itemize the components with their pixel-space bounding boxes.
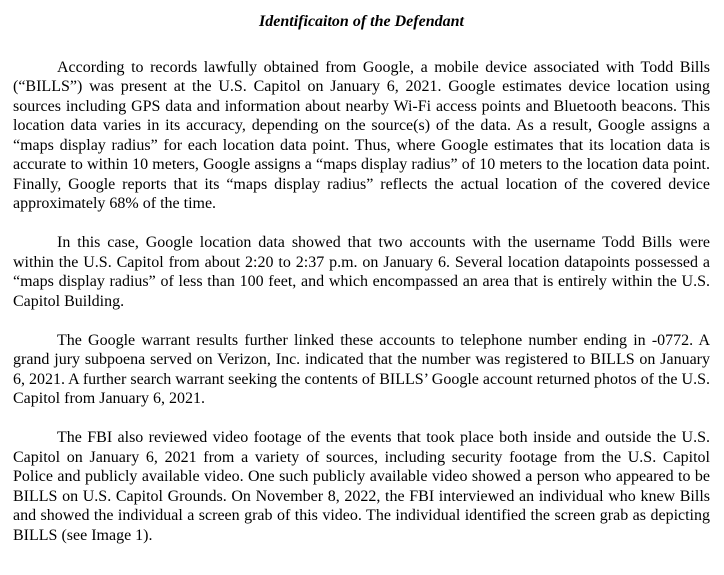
paragraph-fbi-video: The FBI also reviewed video footage of the events that took place both inside and outside the U.S. Capitol on January 6, 2021 from a variety of sources, including security footage from the U.S. Capitol Police and publicly available video. One such publicly available video showed a person who appeared to be BILLS on U.S. Capitol Grounds. On November 8, 2022, the FBI interviewed an individual who knew Bills and showed the individual a screen grab of this video. The individual identified the screen grab as depicting BILLS (see Image 1). bbox=[13, 429, 710, 544]
document-body bbox=[13, 58, 710, 546]
paragraph-location-data: In this case, Google location data showed that two accounts with the username Todd Bills were within the U.S. Capitol from about 2:20 to 2:37 p.m. on January 6. Several location datapoints possessed a “maps display radius” of less than 100 feet, and which encompassed an area that is entirely within the U.S. Capitol Building. bbox=[13, 234, 710, 310]
document-title: Identificaiton of the Defendant bbox=[259, 13, 464, 30]
paragraph-google-records: According to records lawfully obtained from Google, a mobile device associated with Todd Bills (“BILLS”) was present at the U.S. Capitol on January 6, 2021. Google estimates device location using sources including GPS data and information about nearby Wi-Fi access points and Bluetooth beacons. This location data varies in its accuracy, depending on the source(s) of the data. As a result, Google assigns a “maps display radius” for each location data point. Thus, where Google estimates that its location data is accurate to within 10 meters, Google assigns a “maps display radius” of 10 meters to the location data point. Finally, Google reports that its “maps display radius” reflects the actual location of the covered device approximately 68% of the time. bbox=[13, 58, 710, 212]
paragraph-google-warrant: The Google warrant results further linked these accounts to telephone number ending in -0772. A grand jury subpoena served on Verizon, Inc. indicated that the number was registered to BILLS on January 6, 2021. A further search warrant seeking the contents of BILLS’ Google account returned photos of the U.S. Capitol from January 6, 2021. bbox=[13, 331, 710, 407]
